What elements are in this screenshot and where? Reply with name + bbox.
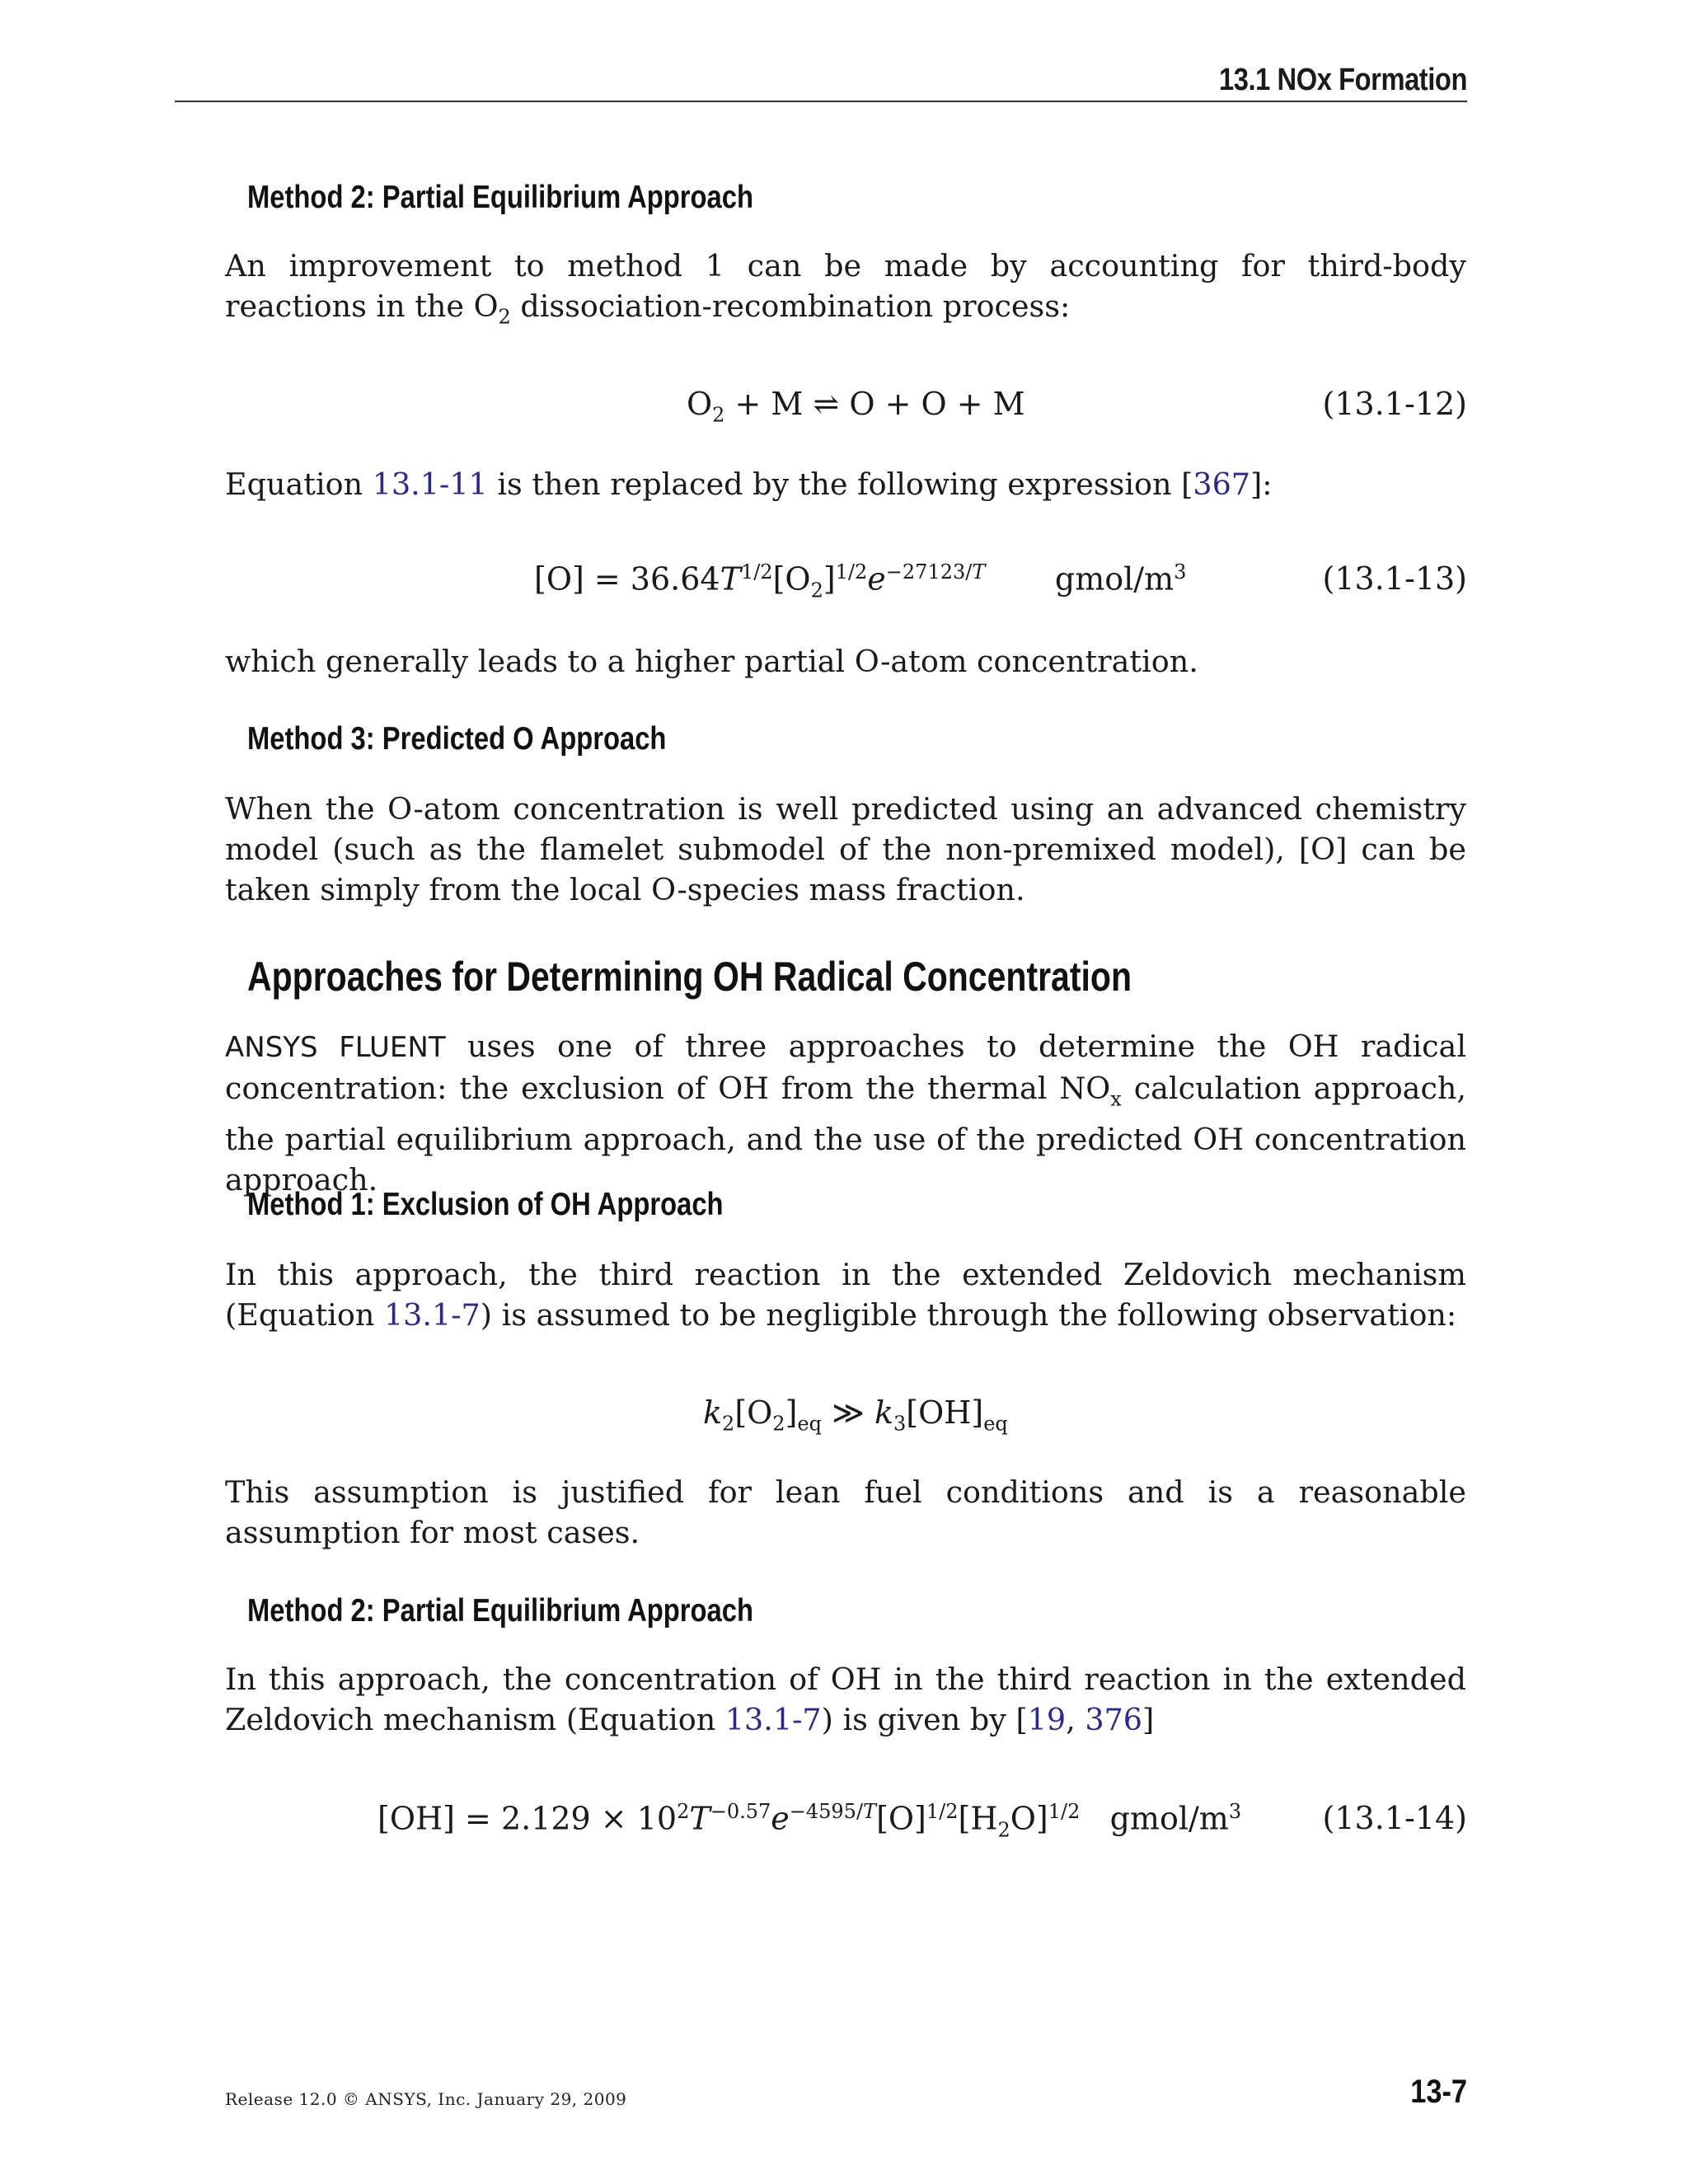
section-heading-method3: Method 3: Predicted O Approach [247, 721, 667, 757]
equation-13-1-13: $[O] = 36.64T^{1/2}[O_2]^{1/2}e^{-27123/T}$ gmol/$m^3$ [534, 560, 1187, 602]
section-heading-method2-oh: Method 2: Partial Equilibrium Approach [247, 1593, 754, 1629]
paragraph-oh-partial-equilibrium: In this approach, the concentration of OH in the third reaction in the extended Zeldovich mechanism (Equation 13.1-7) is given by [19, 376] [225, 1661, 1466, 1737]
equation-number: (13.1-12) [1322, 386, 1467, 422]
running-header-title: 13.1 NOx Formation [1219, 63, 1467, 97]
running-header [175, 63, 1467, 102]
release-footer: Release 12.0 © ANSYS, Inc. January 29, 2009 [225, 2089, 627, 2109]
equation-number: (13.1-14) [1322, 1800, 1467, 1836]
citation-link[interactable]: 367 [1193, 466, 1251, 502]
paragraph-third-body: An improvement to method 1 can be made by accounting for third-body reactions in the $O_2$ dissociation-recombination process: [225, 248, 1466, 329]
citation-link[interactable]: 19 [1027, 1702, 1067, 1737]
paragraph-equation-replaced: Equation 13.1-11 is then replaced by the following expression [367]: [225, 466, 1273, 502]
citation-link[interactable]: 376 [1085, 1702, 1143, 1737]
equation-link[interactable]: 13.1-7 [724, 1702, 822, 1737]
section-heading-method2-o: Method 2: Partial Equilibrium Approach [247, 180, 754, 215]
section-heading-method1-oh: Method 1: Exclusion of OH Approach [247, 1187, 724, 1222]
equation-link[interactable]: 13.1-11 [372, 466, 488, 502]
page-number: 13-7 [1410, 2074, 1467, 2110]
paragraph-predicted-o: When the O-atom concentration is well predicted using an advanced chemistry model (such as the flamelet submodel of the non-premixed model), [O] can be taken simply from the local O-species mass fraction. [225, 791, 1466, 907]
equation-number: (13.1-13) [1322, 560, 1467, 597]
paragraph-higher-concentration: which generally leads to a higher partial O-atom concentration. [225, 644, 1198, 679]
paragraph-exclusion-oh: In this approach, the third reaction in the extended Zeldovich mechanism (Equation 13.1-7) is assumed to be negligible through the following observation: [225, 1257, 1466, 1333]
product-name: ANSYS FLUENT [225, 1031, 446, 1064]
paragraph-oh-approaches: ANSYS FLUENT uses one of three approaches to determine the OH radical concentration: the exclusion of OH from the thermal $NO_x$ calculation approach, the partial equilibrium approach, and the use of the predicted OH concentration approach. [225, 1029, 1466, 1198]
equation-observation: $k_2[O_2]_{eq}$ ≫ $k_3[OH]_{eq}$ [703, 1394, 1008, 1436]
equation-link[interactable]: 13.1-7 [383, 1297, 481, 1333]
equation-13-1-14: $[OH] = 2.129 \times 10^2T^{-0.57}e^{-4595/T}[O]^{1/2}[H_2O]^{1/2}$ gmol/$m^3$ [377, 1800, 1242, 1842]
section-heading-oh-radical: Approaches for Determining OH Radical Concentration [247, 954, 1132, 1000]
paragraph-lean-fuel: This assumption is justified for lean fuel conditions and is a reasonable assumption for most cases. [225, 1474, 1466, 1550]
equation-13-1-12: $O_2 + M$ ⇌ O + O + M [687, 386, 1025, 427]
